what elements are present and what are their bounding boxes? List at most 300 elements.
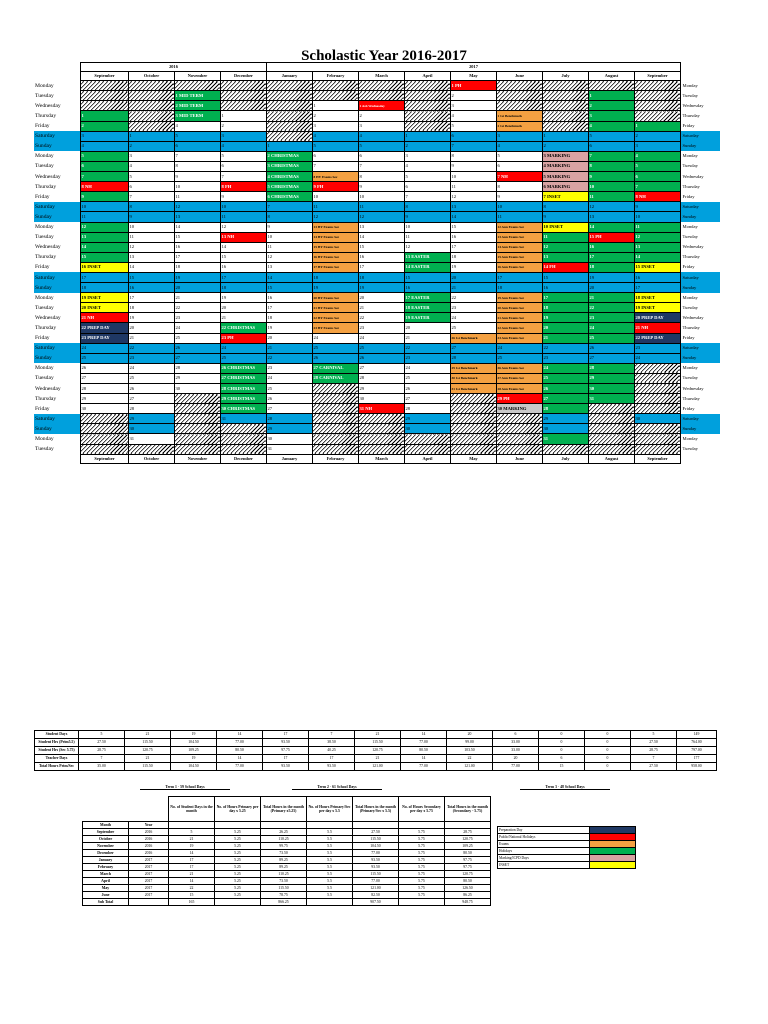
day-label: Tuesday [35, 375, 54, 382]
calendar-cell: 18 [450, 252, 496, 262]
calendar-cell: 14 [80, 242, 128, 252]
calendar-cell: 24 [542, 363, 588, 373]
calendar-cell: 15 [80, 252, 128, 262]
calendar-cell: 3 [312, 121, 358, 131]
day-label: Monday [35, 294, 54, 301]
calendar-cell: 13 [266, 262, 312, 272]
calendar-cell: 10 [450, 172, 496, 182]
summary-cell: 2016 [129, 850, 169, 857]
calendar-cell: 23 PREP DAY [80, 333, 128, 343]
calendar-cell: 11 [312, 202, 358, 212]
calendar-cell: 20 Ann Exams Sec [496, 303, 542, 313]
calendar-cell: 5 [634, 161, 680, 171]
calendar-cell: 22 [404, 343, 450, 353]
calendar-cell: 6 CHRISTMAS [266, 192, 312, 202]
calendar-cell: 23 [174, 313, 220, 323]
summary-cell: 5.75 [399, 878, 445, 885]
calendar-cell: 9 [450, 161, 496, 171]
calendar-cell: 24 [220, 343, 266, 353]
summary-cell: 73.50 [261, 878, 307, 885]
calendar-cell: 5 [358, 141, 404, 151]
summary-cell: 5.5 [307, 829, 353, 836]
calendar-cell: 16 HY Exams Sec [312, 252, 358, 262]
calendar-cell: 18 [128, 303, 174, 313]
summary-header: Total Hours in the month (Primary x5.25) [261, 797, 307, 822]
month-header: November [174, 72, 220, 81]
calendar-cell: 7 [128, 192, 174, 202]
summary-cell: 165 [169, 899, 215, 906]
calendar-cell: 14 Ann Exams Sec [496, 242, 542, 252]
stats-cell: 104.50 [171, 739, 217, 747]
calendar-cell: 1 Ash Wednesday [358, 101, 404, 111]
calendar-cell: 10 [404, 222, 450, 232]
calendar-cell: 8 NH [634, 192, 680, 202]
stats-cell: 104.50 [171, 763, 217, 771]
calendar-cell: 3 CHRISTMAS [266, 161, 312, 171]
summary-cell: 5.5 [307, 836, 353, 843]
calendar-cell: 21 [174, 293, 220, 303]
month-header: August [588, 454, 634, 463]
calendar-cell: 15 Ann Exams Sec [496, 252, 542, 262]
stats-cell: 103.50 [447, 747, 493, 755]
calendar-cell: 8 [128, 202, 174, 212]
calendar-cell: 10 [174, 182, 220, 192]
calendar-cell: 19 INSET [80, 293, 128, 303]
calendar-cell: 14 [588, 222, 634, 232]
stats-cell: 0 [585, 747, 631, 755]
calendar-cell: 7 [634, 182, 680, 192]
calendar-cell: 3 [496, 131, 542, 141]
calendar-cell: 4 [450, 111, 496, 121]
calendar-cell: 19 [450, 262, 496, 272]
day-label-right: Thursday [682, 395, 700, 401]
calendar-cell: 3 [220, 131, 266, 141]
calendar-cell [312, 91, 358, 101]
calendar-cell: 17 [542, 293, 588, 303]
month-header: February [312, 72, 358, 81]
calendar-cell: 2 [450, 91, 496, 101]
summary-cell: 2016 [129, 829, 169, 836]
calendar-cell: 29 [80, 394, 128, 404]
legend-swatch [590, 827, 636, 834]
calendar-cell: 20 [404, 323, 450, 333]
calendar-cell: 17 [358, 262, 404, 272]
calendar-cell: 21 [404, 333, 450, 343]
stats-cell: 0 [585, 739, 631, 747]
day-label: Sunday [34, 283, 80, 293]
calendar-cell: 17 [496, 272, 542, 282]
calendar-cell: 25 [266, 384, 312, 394]
summary-cell: 21 [169, 836, 215, 843]
calendar-cell: 26 Ann Exams Sec [496, 363, 542, 373]
calendar-cell: 20 [128, 323, 174, 333]
calendar-cell: 6 [404, 182, 450, 192]
calendar-cell: 16 [588, 242, 634, 252]
calendar-cell: 10 [496, 202, 542, 212]
calendar-cell: 27 [542, 394, 588, 404]
calendar-cell: 30 [634, 414, 680, 424]
calendar-cell [174, 424, 220, 434]
day-label-right: Tuesday [682, 163, 698, 169]
day-label-right: Wednesday [682, 385, 704, 391]
day-label-right: Sunday [680, 283, 720, 293]
calendar-cell: 12 [634, 232, 680, 242]
calendar-cell: 23 [358, 323, 404, 333]
calendar-cell: 2 CHRISTMAS [266, 151, 312, 161]
day-label: Monday [35, 224, 54, 231]
day-label-right: Tuesday [682, 375, 698, 381]
summary-cell: 5.5 [307, 892, 353, 899]
calendar-cell: 16 [128, 283, 174, 293]
stats-cell: 797.00 [677, 747, 717, 755]
calendar-cell: 2 1st Benchmark [496, 121, 542, 131]
calendar-cell [450, 414, 496, 424]
calendar-cell: 12 [128, 242, 174, 252]
calendar-cell: 3 [128, 151, 174, 161]
calendar-cell [588, 444, 634, 454]
calendar-cell: 29 [266, 424, 312, 434]
calendar-cell: 18 [542, 303, 588, 313]
summary-cell: 5.5 [307, 850, 353, 857]
calendar-cell: 30 1st Benchmark [450, 373, 496, 383]
day-label-right: Wednesday [682, 314, 704, 320]
calendar-cell: 1 [128, 131, 174, 141]
calendar-cell: 8 [496, 182, 542, 192]
calendar-cell: 26 [128, 384, 174, 394]
calendar-cell: 2 [312, 111, 358, 121]
calendar-cell: 27 CHRISTMAS [220, 373, 266, 383]
calendar-cell: 27 [588, 353, 634, 363]
calendar-cell: 5 [80, 151, 128, 161]
summary-cell: 82.50 [353, 892, 399, 899]
calendar-cell: 15 [542, 272, 588, 282]
summary-cell: 5.5 [307, 871, 353, 878]
month-header: June [496, 454, 542, 463]
calendar-cell: 10 [80, 202, 128, 212]
calendar-cell: 2 [220, 121, 266, 131]
summary-cell: 5.75 [399, 850, 445, 857]
calendar-cell: 1 MID TERM [174, 91, 220, 101]
day-label: Monday [35, 365, 54, 372]
calendar-cell: 4 [496, 141, 542, 151]
calendar-cell: 1 [312, 101, 358, 111]
calendar-cell: 8 [358, 172, 404, 182]
calendar-cell: 8 FH [220, 182, 266, 192]
stats-cell: 19 [171, 755, 217, 763]
summary-year-head: Year [129, 822, 169, 829]
stats-cell: 20 [493, 755, 539, 763]
summary-cell: Sub Total [83, 899, 129, 906]
calendar-cell: 28 [174, 363, 220, 373]
calendar-cell: 21 HY Exams Sec [312, 303, 358, 313]
calendar-cell [80, 414, 128, 424]
stats-cell: 14 [401, 731, 447, 739]
calendar-cell: 3 [450, 101, 496, 111]
legend-swatch [590, 862, 636, 869]
calendar-cell: 29 [174, 373, 220, 383]
day-label-right: Wednesday [682, 244, 704, 250]
calendar-cell [312, 404, 358, 414]
calendar-cell: 7 [80, 172, 128, 182]
calendar-cell [496, 91, 542, 101]
calendar-cell: 21 [358, 303, 404, 313]
legend-swatch [590, 848, 636, 855]
calendar-cell [266, 121, 312, 131]
calendar-cell: 16 [634, 272, 680, 282]
calendar-cell: 4 [128, 161, 174, 171]
summary-month-head: Month [83, 822, 129, 829]
calendar-cell: 9 [174, 172, 220, 182]
calendar-cell: 29 [404, 414, 450, 424]
calendar-cell: 5 [220, 151, 266, 161]
summary-cell: 93.50 [353, 857, 399, 864]
calendar-cell: 12 [542, 242, 588, 252]
calendar-cell: 21 [588, 293, 634, 303]
summary-cell: 5.75 [399, 829, 445, 836]
calendar-cell: 6 [312, 151, 358, 161]
calendar-cell: 11 [174, 192, 220, 202]
calendar-cell: 17 HY Exams Sec [312, 262, 358, 272]
calendar-cell: 14 [634, 252, 680, 262]
calendar-cell: 27 [174, 353, 220, 363]
summary-cell: 120.75 [445, 836, 491, 843]
stats-cell: 5 [79, 731, 125, 739]
day-label: Friday [35, 405, 50, 412]
stats-cell: 20 [447, 731, 493, 739]
calendar-cell: 26 [80, 363, 128, 373]
summary-cell: 5.25 [215, 829, 261, 836]
stats-cell: 21 [355, 755, 401, 763]
legend-label: Exams [498, 841, 590, 848]
day-label: Friday [35, 123, 50, 130]
calendar-cell: 28 [266, 414, 312, 424]
day-label: Thursday [35, 113, 57, 120]
summary-cell: 93.50 [353, 864, 399, 871]
calendar-cell: 1 [404, 131, 450, 141]
calendar-cell: 3 MARKING [542, 151, 588, 161]
summary-cell: 5.75 [399, 885, 445, 892]
day-label-right: Friday [682, 123, 695, 129]
calendar-cell: 25 [312, 343, 358, 353]
calendar-cell: 11 [266, 242, 312, 252]
calendar-cell: 6 [358, 151, 404, 161]
summary-cell: 5.25 [215, 871, 261, 878]
summary-cell: 5.25 [215, 878, 261, 885]
calendar-cell [634, 363, 680, 373]
calendar-cell: 24 [128, 363, 174, 373]
day-label: Monday [35, 436, 54, 443]
summary-cell: September [83, 829, 129, 836]
calendar-cell: 13 [588, 212, 634, 222]
summary-cell: 86.25 [445, 892, 491, 899]
calendar-cell: 23 [542, 353, 588, 363]
calendar-cell: 7 [450, 141, 496, 151]
stats-cell: 149 [677, 731, 717, 739]
calendar-cell: 8 [542, 202, 588, 212]
month-header: May [450, 454, 496, 463]
stats-cell: 5 [631, 731, 677, 739]
calendar-cell: 26 [266, 394, 312, 404]
stats-cell: 77.00 [401, 763, 447, 771]
stats-cell: 40.25 [309, 747, 355, 755]
day-label-right: Monday [682, 436, 698, 442]
calendar-cell: 24 [634, 353, 680, 363]
calendar-cell: 18 [266, 313, 312, 323]
calendar-cell [174, 81, 220, 91]
stats-cell: 14 [401, 755, 447, 763]
summary-cell: 28.75 [445, 829, 491, 836]
calendar-cell: 21 NH [634, 323, 680, 333]
legend-swatch [590, 855, 636, 862]
calendar-cell [634, 404, 680, 414]
calendar-cell: 4 CHRISTMAS [266, 172, 312, 182]
legend-label: Marking/ICPD Days [498, 855, 590, 862]
year-2016: 2016 [80, 63, 266, 72]
month-header: September [634, 72, 680, 81]
calendar-cell [496, 81, 542, 91]
summary-cell: 5.75 [399, 864, 445, 871]
calendar-cell: 11 [80, 212, 128, 222]
calendar-cell: 30 [128, 424, 174, 434]
calendar-cell [450, 394, 496, 404]
stats-cell: 115.50 [355, 739, 401, 747]
calendar-cell: 9 [266, 222, 312, 232]
calendar-cell: 8 [174, 161, 220, 171]
stats-cell: 121.00 [447, 763, 493, 771]
calendar-cell [404, 81, 450, 91]
calendar-cell: 6 [450, 131, 496, 141]
summary-cell: 19 [169, 843, 215, 850]
calendar-cell: 10 [128, 222, 174, 232]
calendar-cell: 1 [588, 91, 634, 101]
calendar-cell: 18 [496, 283, 542, 293]
summary-cell: 2016 [129, 836, 169, 843]
calendar-cell: 15 PH [588, 232, 634, 242]
calendar-cell: 7 [174, 151, 220, 161]
stats-cell: 27.50 [631, 739, 677, 747]
calendar-cell [404, 444, 450, 454]
calendar-cell: 29 [588, 373, 634, 383]
calendar-cell: 12 [588, 202, 634, 212]
day-label: Saturday [34, 414, 80, 424]
stats-cell: 120.75 [355, 747, 401, 755]
calendar-cell: 3 MID TERM [174, 111, 220, 121]
summary-cell: 73.50 [261, 850, 307, 857]
summary-cell: 115.50 [261, 885, 307, 892]
calendar-cell [450, 434, 496, 444]
calendar-cell: 20 PREP DAY [634, 313, 680, 323]
stats-cell: 120.75 [125, 747, 171, 755]
summary-cell: 126.50 [445, 885, 491, 892]
calendar-cell: 27 Ann Exams Sec [496, 373, 542, 383]
day-label-right: Friday [682, 405, 695, 411]
calendar-cell: 27 [128, 394, 174, 404]
calendar-cell: 31 [266, 444, 312, 454]
stats-cell: 6 [493, 731, 539, 739]
summary-cell: 5.25 [215, 885, 261, 892]
summary-cell: 14 [169, 850, 215, 857]
calendar-cell: 25 [542, 373, 588, 383]
day-label-right: Tuesday [682, 92, 698, 98]
calendar-cell: 27 [358, 363, 404, 373]
calendar-cell: 6 [220, 161, 266, 171]
calendar-cell: 29 PH [496, 394, 542, 404]
calendar-cell: 29 [358, 384, 404, 394]
calendar-cell: 14 HY Exams Sec [312, 232, 358, 242]
calendar-cell: 25 [220, 353, 266, 363]
calendar-cell: 7 [404, 192, 450, 202]
stats-cell: 958.00 [677, 763, 717, 771]
stats-cell: 77.00 [493, 763, 539, 771]
calendar-cell: 19 [174, 272, 220, 282]
calendar-cell: 11 [358, 202, 404, 212]
summary-cell: June [83, 892, 129, 899]
calendar-cell [588, 404, 634, 414]
summary-header: No. of Hours Primary per day x 5.25 [215, 797, 261, 822]
calendar-cell: 26 CHRISTMAS [220, 363, 266, 373]
day-label: Saturday [34, 343, 80, 353]
calendar-cell: 4 [358, 131, 404, 141]
stats-cell: 0 [585, 763, 631, 771]
calendar-cell: 20 [450, 272, 496, 282]
stats-cell: 177 [677, 755, 717, 763]
stats-cell: 17 [263, 731, 309, 739]
calendar-cell: 29 [542, 414, 588, 424]
calendar-cell: 17 EASTER [404, 293, 450, 303]
stats-cell: 14 [217, 755, 263, 763]
calendar-cell: 2 [588, 101, 634, 111]
calendar-cell: 31 NH [358, 404, 404, 414]
calendar-cell [128, 444, 174, 454]
day-label: Tuesday [35, 234, 54, 241]
calendar-cell: 1 [542, 131, 588, 141]
stats-cell: 77.00 [217, 763, 263, 771]
calendar-cell: 28 [128, 404, 174, 414]
summary-cell: 89.25 [261, 864, 307, 871]
day-label: Tuesday [35, 163, 54, 170]
day-label: Friday [35, 193, 50, 200]
calendar-cell: 9 FH [312, 182, 358, 192]
calendar-cell: 8 NH [80, 182, 128, 192]
calendar-cell: 26 [312, 353, 358, 363]
calendar-cell: 19 Ann Exams Sec [496, 293, 542, 303]
summary-cell: 5.75 [399, 892, 445, 899]
month-header: June [496, 72, 542, 81]
summary-cell: February [83, 864, 129, 871]
summary-cell: 948.75 [445, 899, 491, 906]
calendar-cell [80, 444, 128, 454]
calendar-cell: 12 Ann Exams Sec [496, 222, 542, 232]
calendar-cell: 21 [450, 283, 496, 293]
calendar-cell [496, 414, 542, 424]
calendar-cell: 14 FH [542, 262, 588, 272]
legend-table [497, 826, 636, 869]
stats-cell: 121.00 [355, 763, 401, 771]
calendar-cell: 20 [358, 293, 404, 303]
summary-cell: 109.25 [445, 843, 491, 850]
stats-cell: 97.75 [263, 747, 309, 755]
day-label-right: Thursday [682, 183, 700, 189]
calendar-cell: 18 [312, 272, 358, 282]
calendar-cell: 12 [80, 222, 128, 232]
calendar-cell [128, 121, 174, 131]
day-label-right: Monday [682, 224, 698, 230]
summary-cell: 2017 [129, 857, 169, 864]
calendar-cell [542, 101, 588, 111]
calendar-cell: 20 [174, 283, 220, 293]
summary-cell: 77.00 [353, 850, 399, 857]
calendar-cell: 15 [404, 272, 450, 282]
